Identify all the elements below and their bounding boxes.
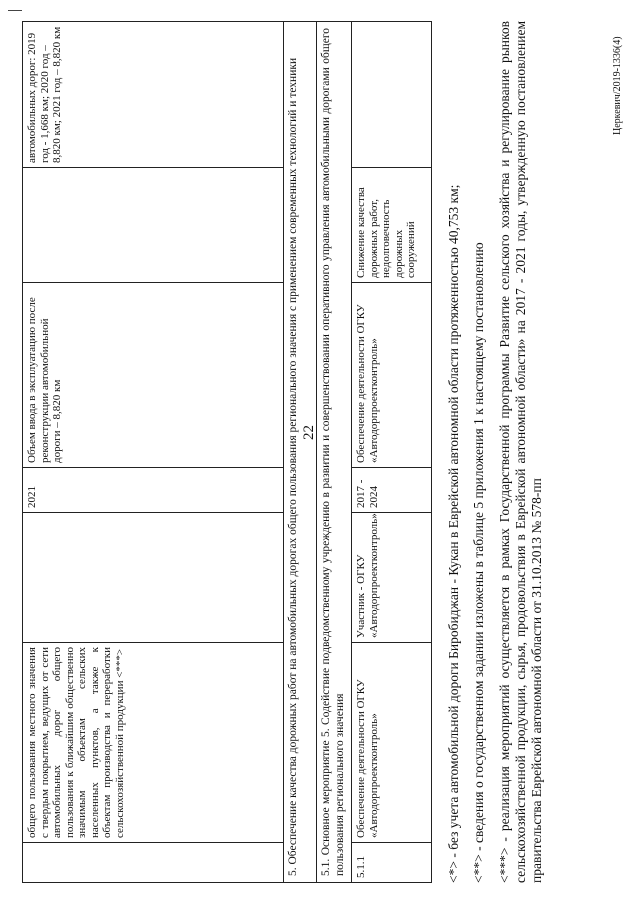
cell-num: 5.1.1 — [352, 842, 432, 882]
cell-num — [23, 842, 283, 882]
footnote-3: <***> - реализация мероприятий осуществляется в рамках Государственной программы Развитие сельского хозяйства и регулирование рынков сельскохозяйственной продукции, сырья, продовольствия в Еврейской автономной области» на 2017 - 2021 годы, утвержденную постановлением правительства Еврейской автономной области от 31.10.2013 № 578-пп — [497, 21, 544, 883]
cell-consequences — [23, 167, 283, 282]
cell-expected-result: Обеспечение деятельности ОГКУ «Автодорпроектконтроль» — [352, 282, 432, 467]
cell-executor — [23, 512, 283, 642]
table-row-continuation — [23, 22, 283, 882]
cell-activity-name: Обеспечение деятельности ОГКУ «Автодорпроектконтроль» — [352, 642, 432, 842]
cell-indicators: автомобильных дорог: 2019 год - 1,668 км; 2020 год – 8,820 км; 2021 год – 8,820 км — [26, 26, 63, 163]
table-row-5-1-1 — [352, 22, 432, 882]
cell-period: 2017 - 2024 — [352, 467, 432, 512]
cell-activity-name: общего пользования местного значения с твердым покрытием, ведущих от сети автомобильных дорог общего пользования к ближайшим общественно значимым объектам сельских населенных пунктов, а также к объектам производства и переработки сельскохозяйственной продукции <***> — [23, 642, 283, 842]
section-5-1-heading: 5.1. Основное мероприятие 5. Содействие подведомственному учреждению в развитии и совершенствовании оперативного управления автомобильными дорогами общего пользования регионального значения — [320, 28, 346, 876]
cell-expected-result: Объем ввода в эксплуатацию после реконструкции автомобильной дороги – 8,820 км — [23, 282, 283, 467]
cell-period: 2021 — [23, 467, 283, 512]
cell-executor: Участник - ОГКУ «Автодорпроектконтроль» — [352, 512, 432, 642]
cell-consequences: Снижение качества дорожных работ, недолговечность дорожных сооружений — [352, 167, 432, 282]
document-cipher: Церкевич/2019-1336(4) — [612, 36, 623, 135]
footnote-2: <**> - сведения о государственном задании изложены в таблице 5 приложения 1 к настоящему постановлению — [471, 242, 486, 883]
cell-indicators — [352, 22, 432, 167]
program-table — [22, 21, 432, 883]
footnote-1: <*> - без учета автомобильной дороги Биробиджан - Кукан в Еврейской автономной области протяженностью 40,753 км; — [446, 184, 461, 883]
page-number: 22 — [301, 425, 317, 440]
section-5-heading: 5. Обеспечение качества дорожных работ на автомобильных дорогах общего пользования регионального значения с применением современных технологий и техники — [287, 57, 299, 876]
